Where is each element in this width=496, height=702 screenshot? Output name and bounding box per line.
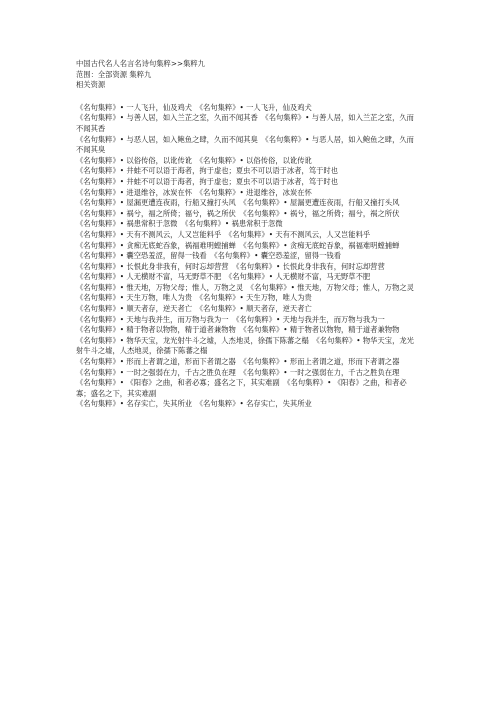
- quote-list: [76, 103, 416, 410]
- list-item: 《名句集粹》• 长恨此身非我有，何时忘却营营 《名句集粹》• 长恨此身非我有，何时忘却营营: [76, 261, 385, 271]
- list-item: 《名句集粹》• 《阳春》之曲，和者必寡；盛名之下，其实难副 《名句集粹》• 《阳春》之曲，和者必寡；盛名之下，其实难副: [76, 378, 407, 398]
- list-item: 《名句集粹》• 名存实亡，失其所业 《名句集粹》• 名存实亡，失其所业: [76, 399, 312, 409]
- list-item: 《名句集粹》• 与善人居，如入兰芷之室，久而不闻其香 《名句集粹》• 与善人居，如入兰芷之室，久而不闻其香: [76, 113, 414, 133]
- list-item: 《名句集粹》• 祸兮，福之所倚；福兮，祸之所伏 《名句集粹》• 祸兮，福之所倚；福兮，祸之所伏: [76, 208, 400, 218]
- list-item: 《名句集粹》• 贪痴无底蛇吞象，祸福难明螳捕蝉 《名句集粹》• 贪痴无底蛇吞象，祸福难明螳捕蝉: [76, 240, 400, 250]
- list-item: 《名句集粹》• 物华天宝，龙光射牛斗之墟，人杰地灵，徐孺下陈蕃之榻 《名句集粹》• 物华天宝，龙光射牛斗之墟，人杰地灵，徐孺下陈蕃之榻: [76, 335, 414, 356]
- list-item: 《名句集粹》• 顺天者存，逆天者亡 《名句集粹》• 顺天者存，逆天者亡: [76, 304, 312, 314]
- list-item: 《名句集粹》• 以俗传俗，以讹传讹 《名句集粹》• 以俗传俗，以讹传讹: [76, 155, 312, 165]
- list-item: 《名句集粹》• 一时之强弱在力，千古之胜负在理 《名句集粹》• 一时之强弱在力，千古之胜负在理: [76, 367, 400, 377]
- list-item: 《名句集粹》• 屋漏更遭连夜雨，行船又撞打头风 《名句集粹》• 屋漏更遭连夜雨，行船又撞打头风: [76, 198, 400, 208]
- list-item: 《名句集粹》• 一人飞升，仙及鸡犬 《名句集粹》• 一人飞升，仙及鸡犬: [76, 102, 312, 112]
- list-item: 《名句集粹》• 惟天地，万物父母；惟人，万物之灵 《名句集粹》• 惟天地，万物父母；惟人，万物之灵: [76, 282, 414, 292]
- list-item: 《名句集粹》• 囊空恐羞涩，留得一钱看 《名句集粹》• 囊空恐羞涩，留得一钱看: [76, 251, 341, 261]
- list-item: 《名句集粹》• 与恶人居，如入鲍鱼之肆，久而不闻其臭 《名句集粹》• 与恶人居，如入鲍鱼之肆，久而不闻其臭: [76, 134, 414, 155]
- list-item: 《名句集粹》• 祸患常积于忽微 《名句集粹》• 祸患常积于忽微: [76, 219, 283, 229]
- list-item: 《名句集粹》• 天地与我并生，而万物与我为一 《名句集粹》• 天地与我并生，而万物与我为一: [76, 314, 385, 324]
- related-resources-label: 相关资源: [76, 80, 106, 90]
- list-item: 《名句集粹》• 人无横财不富，马无野草不肥 《名句集粹》• 人无横财不富，马无野草不肥: [76, 272, 371, 282]
- scope-line: 范围：全部资源 集粹九: [76, 69, 152, 79]
- list-item: 《名句集粹》• 天有不测风云，人又岂能料乎 《名句集粹》• 天有不测风云，人又岂能料乎: [76, 229, 371, 239]
- list-item: 《名句集粹》• 井蛙不可以语于海者，拘于虚也；夏虫不可以语于冰者，笃于时也: [76, 176, 339, 186]
- page-title: 中国古代名人名言名诗句集粹>>集粹九: [76, 59, 205, 68]
- document-page: [76, 59, 416, 410]
- list-item: 《名句集粹》• 精于物者以物物，精于道者兼物物 《名句集粹》• 精于物者以物物，精于道者兼物物: [76, 325, 400, 335]
- list-item: 《名句集粹》• 进退维谷，冰炭在怀 《名句集粹》• 进退维谷，冰炭在怀: [76, 187, 312, 197]
- list-item: 《名句集粹》• 天生万物，唯人为贵 《名句集粹》• 天生万物，唯人为贵: [76, 293, 312, 303]
- list-item: 《名句集粹》• 井蛙不可以语于海者，拘于虚也；夏虫不可以语于冰者，笃于时也: [76, 166, 339, 176]
- list-item: 《名句集粹》• 形而上者谓之道，形而下者谓之器 《名句集粹》• 形而上者谓之道，形而下者谓之器: [76, 357, 400, 367]
